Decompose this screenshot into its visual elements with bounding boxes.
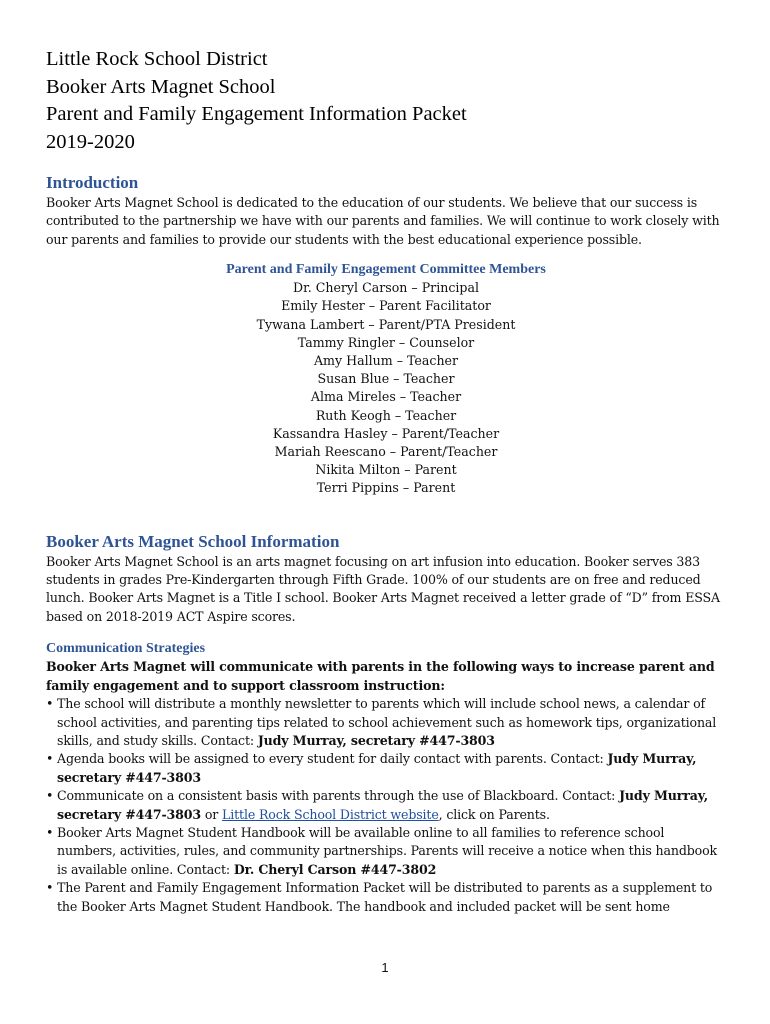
school-info-heading: Booker Arts Magnet School Information — [46, 531, 340, 551]
introduction-text: Booker Arts Magnet School is dedicated to the education of our students. We believe that our success is contributed to the partnership we have with our parents and families. We will continue to work closely with our parents and families to provide our students with the best educational experience possible. — [46, 195, 720, 247]
title-packet: Parent and Family Engagement Information Packet — [46, 103, 467, 125]
bullet-icon: • — [46, 880, 54, 896]
committee-member: Terri Pippins – Parent — [316, 480, 456, 496]
committee-member: Ruth Keogh – Teacher — [315, 407, 457, 423]
list-item — [46, 879, 726, 916]
committee-heading: Parent and Family Engagement Committee Members — [226, 262, 546, 278]
committee-member: Nikita Milton – Parent — [315, 462, 457, 478]
introduction-heading: Introduction — [46, 173, 139, 192]
blackboard-contact: Judy Murray, secretary #447-3803 — [57, 788, 708, 822]
newsletter-contact: Judy Murray, secretary #447-3803 — [257, 732, 495, 748]
committee-member-list — [46, 279, 726, 497]
committee-member: Tammy Ringler – Counselor — [297, 334, 475, 350]
blackboard-after: , click on Parents. — [438, 806, 550, 822]
committee-member: Dr. Cheryl Carson – Principal — [292, 280, 480, 296]
list-item — [46, 787, 726, 824]
bullet-icon: • — [46, 824, 54, 840]
bullet-icon: • — [46, 788, 54, 804]
communication-intro: Booker Arts Magnet will communicate with parents in the following ways to increase parent and family engagement and to support classroom instruction: — [46, 659, 715, 693]
newsletter-text: The school will distribute a monthly newsletter to parents which will include school news, a calendar of school activities, and parenting tips related to school achievement such as homework tips, organizational skills, and study skills. Contact: — [57, 696, 717, 748]
agenda-contact: Judy Murray, secretary #447-3803 — [57, 751, 697, 785]
committee-member: Kassandra Hasley – Parent/Teacher — [272, 425, 500, 441]
committee-member: Alma Mireles – Teacher — [310, 389, 462, 405]
communication-list — [46, 695, 726, 916]
school-info-text: Booker Arts Magnet School is an arts magnet focusing on art infusion into education. Booker serves 383 students in grades Pre-Kindergarten through Fifth Grade. 100% of our students are on free and reduced lunch. Booker Arts Magnet is a Title I school. Booker Arts Magnet received a letter grade of “D” from ESSA based on 2018-2019 ACT Aspire scores. — [46, 553, 720, 624]
document-title — [46, 46, 726, 156]
committee-member: Amy Hallum – Teacher — [313, 353, 459, 369]
committee-member: Susan Blue – Teacher — [317, 371, 455, 387]
title-school: Booker Arts Magnet School — [46, 75, 276, 98]
handbook-contact: Dr. Cheryl Carson #447-3802 — [233, 861, 437, 877]
packet-text: The Parent and Family Engagement Information Packet will be distributed to parents as a supplement to the Booker Arts Magnet Student Handbook. The handbook and included packet will be sent home — [57, 880, 713, 914]
communication-heading: Communication Strategies — [46, 641, 206, 657]
blackboard-or: or — [201, 806, 223, 822]
committee-member: Mariah Reescano – Parent/Teacher — [274, 444, 498, 460]
page-number: 1 — [381, 960, 389, 975]
list-item — [46, 750, 726, 787]
document-page — [46, 46, 726, 916]
bullet-icon: • — [46, 751, 54, 767]
title-district: Little Rock School District — [46, 48, 268, 70]
list-item — [46, 824, 726, 879]
handbook-text: Booker Arts Magnet Student Handbook will be available online to all families to reference school numbers, activities, rules, and community partnerships. Parents will receive a notice when this handbook is available online. Contact: — [57, 824, 717, 877]
bullet-icon: • — [46, 696, 54, 712]
agenda-text: Agenda books will be assigned to every student for daily contact with parents. Contact: — [57, 751, 608, 767]
list-item — [46, 695, 726, 750]
committee-member: Emily Hester – Parent Facilitator — [281, 298, 491, 314]
district-website-link[interactable]: Little Rock School District website — [222, 806, 439, 822]
committee-member: Tywana Lambert – Parent/PTA President — [256, 316, 516, 332]
blackboard-text: Communicate on a consistent basis with parents through the use of Blackboard. Contact: — [57, 788, 620, 804]
title-year: 2019-2020 — [46, 130, 135, 153]
